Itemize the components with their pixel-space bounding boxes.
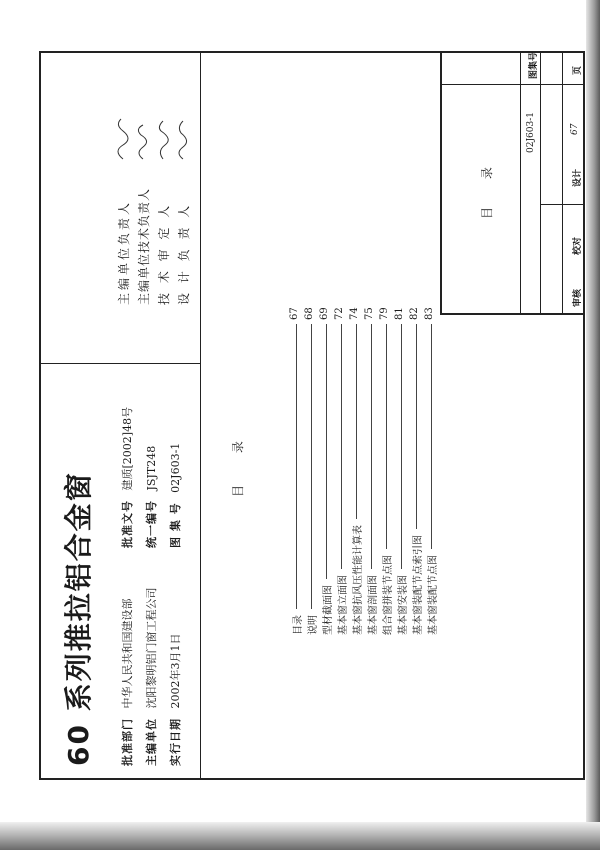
- compiler-label: 主编单位: [145, 718, 158, 766]
- tb-border-left: [440, 314, 585, 316]
- unified-no-value: JSJT248: [145, 445, 158, 491]
- approval-doc-row: [119, 407, 135, 548]
- tb-page-label: 页: [573, 65, 583, 75]
- approval-dept-value: 中华人民共和国建设部: [121, 598, 134, 709]
- toc-item-page: 67: [289, 307, 300, 320]
- toc-item-page: 72: [334, 307, 345, 320]
- tb-atlas-value: 02J603-1: [526, 111, 536, 153]
- atlas-no-label: 图 集 号: [169, 502, 182, 548]
- toc-item-page: 83: [424, 307, 435, 320]
- toc-leader-line: [431, 324, 432, 549]
- tb-page-value: 67: [570, 123, 580, 135]
- toc-item-label: 基本窗安装图: [398, 575, 409, 635]
- tb-row-3: [562, 51, 563, 315]
- toc-leader-line: [311, 324, 312, 609]
- toc-item-label: 型材截面图: [323, 585, 334, 635]
- signatures-image: [109, 83, 195, 163]
- approval-dept-row: [119, 599, 135, 767]
- tb-check-label: 校对: [573, 236, 583, 255]
- toc-item-page: 79: [379, 307, 390, 320]
- designer-label: 设 计 负 责 人: [177, 202, 191, 305]
- toc-item-label: 基本窗剖面图: [368, 575, 379, 635]
- toc-item-label: 基本窗装配节点索引图: [413, 535, 424, 635]
- toc-heading: 目 录: [231, 427, 245, 497]
- toc-item-label: 说明: [308, 615, 319, 635]
- page-edge-right: [586, 0, 600, 850]
- approval-doc-value: 建质[2002]48号: [121, 406, 134, 491]
- tb-review-label: 审核: [573, 288, 583, 307]
- tb-row-1: [520, 51, 521, 315]
- chief-unit-label: 主编单位负责人: [117, 199, 131, 305]
- effective-date-value: 2002年3月1日: [169, 633, 182, 709]
- chief-tech-label: 主编单位技术负责人: [137, 187, 151, 305]
- toc-item-label: 基本窗装配节点图: [428, 555, 439, 635]
- tb-col-right: [440, 84, 585, 85]
- tb-design-label: 设计: [573, 168, 583, 187]
- unified-no-label: 统一编号: [145, 500, 158, 548]
- compiler-row: [143, 588, 159, 767]
- toc-item-page: 68: [304, 307, 315, 320]
- tb-border-top: [440, 51, 442, 315]
- toc-item-page: 82: [409, 307, 420, 320]
- toc-item-page: 69: [319, 307, 330, 320]
- atlas-title: 60 系列推拉铝合金窗: [62, 471, 95, 766]
- approval-dept-label: 批准部门: [121, 718, 134, 766]
- toc-item-label: 目录: [293, 615, 304, 635]
- effective-date-label: 实行日期: [169, 718, 182, 766]
- tb-col-mid: [540, 204, 585, 205]
- tb-row-2: [540, 51, 541, 315]
- unified-no-row: [143, 446, 159, 548]
- toc-leader-line: [296, 324, 297, 609]
- atlas-no-row: [167, 443, 183, 548]
- title-block: [440, 51, 585, 315]
- toc-item-page: 75: [364, 307, 375, 320]
- toc-item-label: 组合窗拼装节点图: [383, 555, 394, 635]
- toc-item-page: 74: [349, 307, 360, 320]
- atlas-no-value: 02J603-1: [169, 442, 182, 493]
- cover-panel: [39, 363, 201, 780]
- toc-leader-line: [386, 324, 387, 549]
- toc-leader-line: [356, 324, 357, 519]
- effective-date-row: [167, 634, 183, 767]
- reviewer-label: 技 术 审 定 人: [157, 202, 171, 305]
- toc-item-label: 基本窗抗风压性能计算表: [353, 525, 364, 635]
- toc-leader-line: [341, 324, 342, 569]
- toc-leader-line: [326, 324, 327, 579]
- toc-item-page: 81: [394, 307, 405, 320]
- page-edge-bottom: [0, 822, 600, 850]
- toc-leader-line: [371, 324, 372, 569]
- personnel-panel: [39, 51, 201, 363]
- approval-doc-label: 批准文号: [121, 500, 134, 548]
- drawing-sheet: [39, 51, 585, 780]
- toc-leader-line: [416, 324, 417, 529]
- tb-sheet-name: 目 录: [480, 155, 494, 219]
- toc-leader-line: [401, 324, 402, 569]
- compiler-value: 沈阳黎明铝门窗工程公司: [145, 587, 158, 709]
- toc-item-label: 基本窗立面图: [338, 575, 349, 635]
- tb-atlas-label: 图集号: [529, 51, 539, 79]
